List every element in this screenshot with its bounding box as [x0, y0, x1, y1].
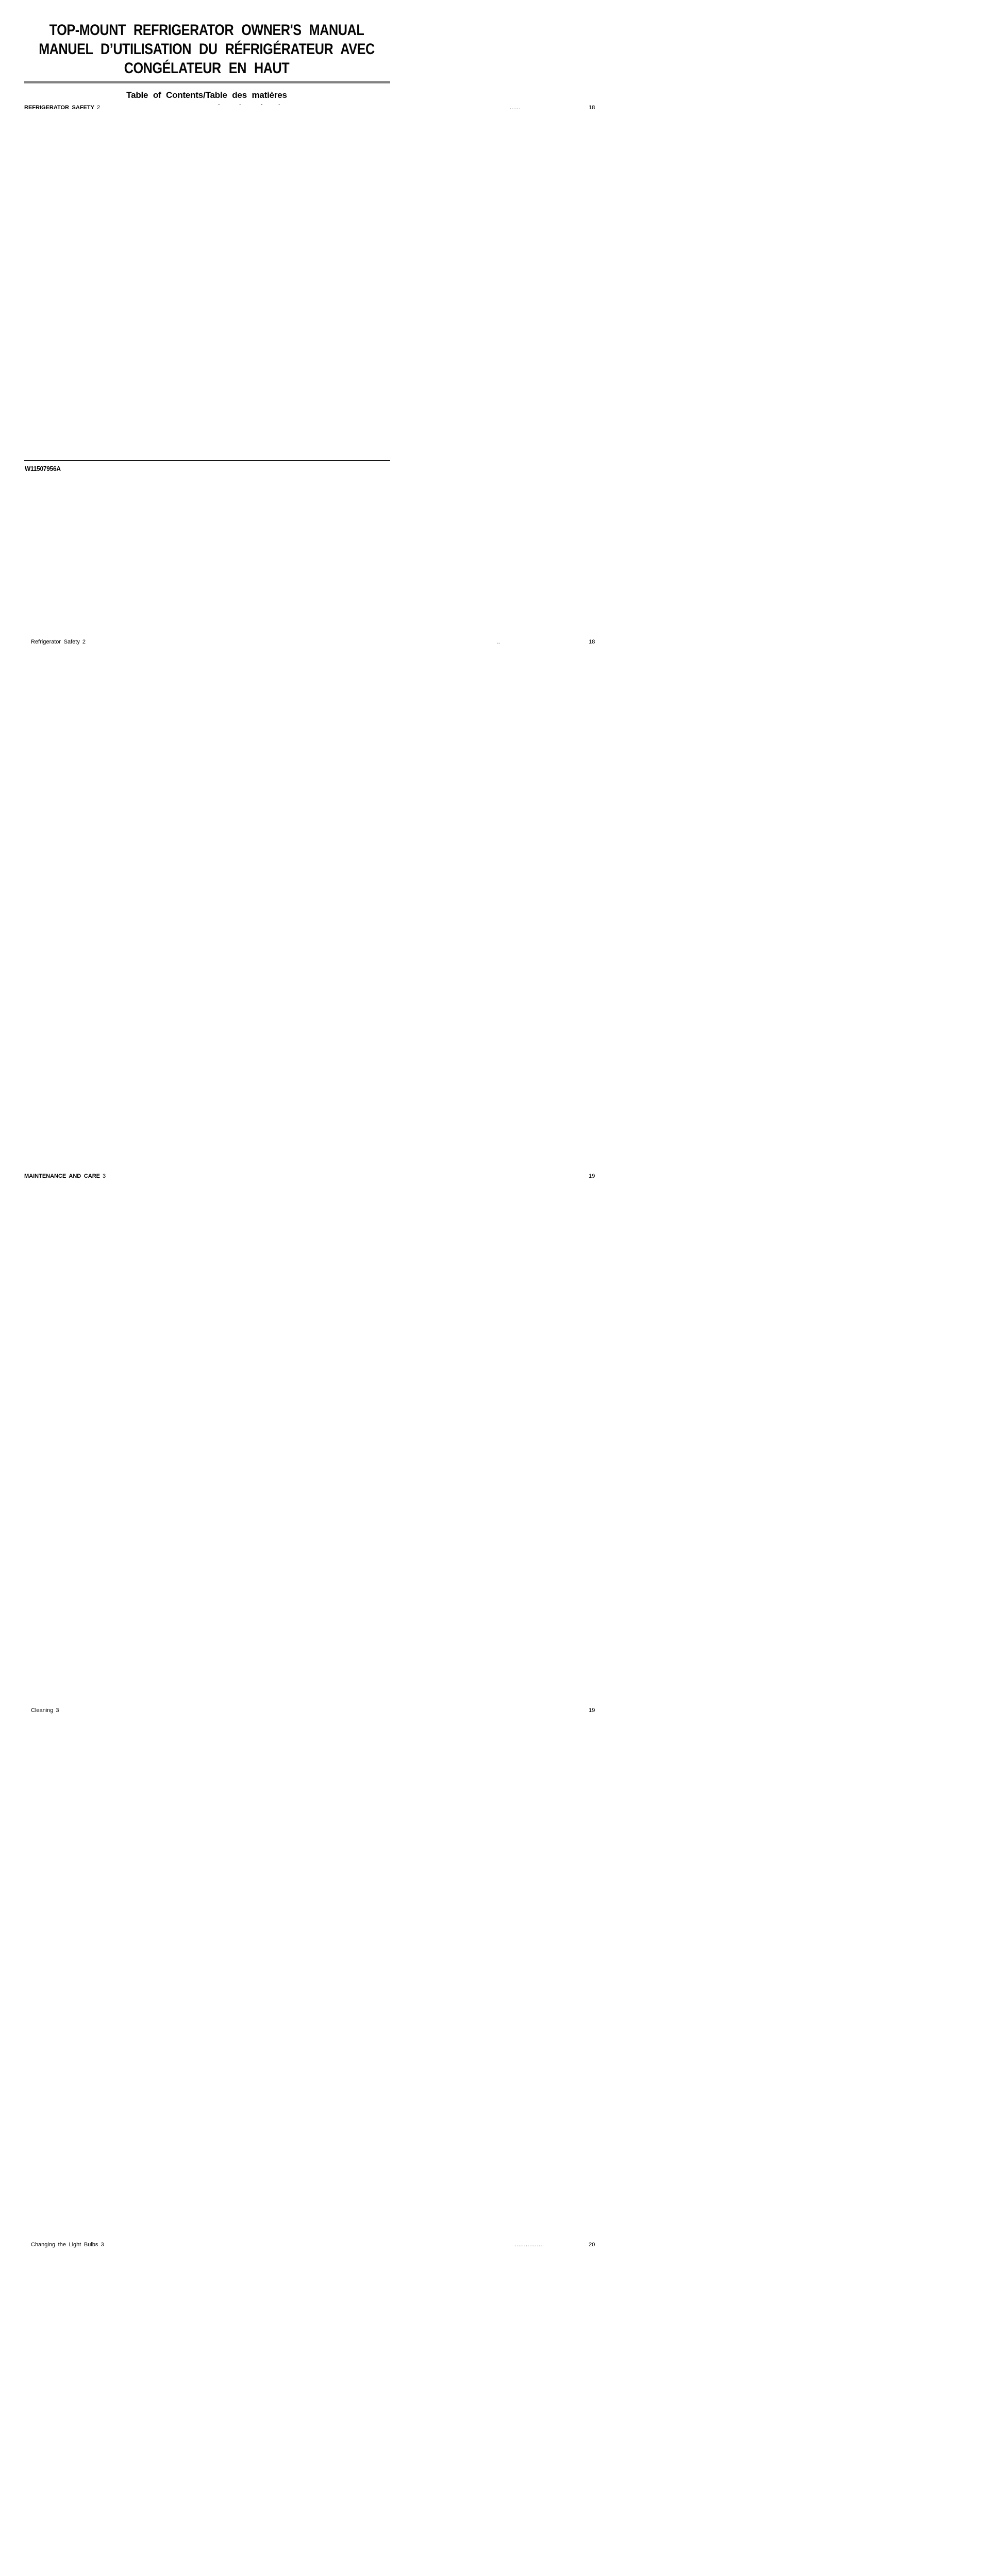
toc-entry-page-number: 2: [81, 639, 496, 1173]
document-number: W11507956A: [25, 465, 61, 472]
toc-entry-label: Changing the Light Bulbs: [31, 2242, 98, 2248]
toc-column-english: [24, 105, 189, 2576]
toc-entry-label: Refrigerator Safety: [31, 639, 80, 645]
toc-entry-page-number: 19: [587, 1707, 1002, 2242]
table-of-contents: [0, 100, 595, 2576]
document-title: [0, 0, 413, 78]
title-divider: [24, 81, 390, 83]
toc-entry: [24, 639, 189, 1173]
title-line-3: CONGÉLATEUR EN HAUT: [124, 60, 290, 77]
toc-entry: [24, 2242, 189, 2576]
footer-rule: [24, 460, 390, 461]
toc-heading: Table of Contents/Table des matières: [126, 90, 287, 100]
toc-entry-label: Cleaning: [31, 1707, 54, 1714]
toc-section-entry: [24, 1173, 189, 1707]
toc-entry-label: REFRIGERATOR SAFETY: [24, 105, 94, 111]
toc-entry-page-number: 18: [587, 105, 1002, 639]
toc-entry-page-number: 3: [99, 2242, 514, 2576]
toc-entry-label: MAINTENANCE AND CARE: [24, 1173, 100, 1179]
title-line-1: TOP-MOUNT REFRIGERATOR OWNER'S MANUAL: [49, 22, 364, 39]
toc-entry-page-number: 3: [101, 1173, 516, 1707]
toc-entry-page-number: 3: [54, 1707, 469, 2242]
toc-entry: [24, 1707, 189, 2242]
toc-entry-page-number: 2: [95, 105, 510, 639]
toc-entry-page-number: 18: [587, 639, 1002, 1173]
toc-section-entry: [24, 105, 189, 639]
toc-entry-page-number: 19: [587, 1173, 1002, 1707]
title-line-2: MANUEL D’UTILISATION DU RÉFRIGÉRATEUR AVEC: [39, 41, 375, 58]
toc-entry-page-number: 20: [587, 2242, 1002, 2576]
